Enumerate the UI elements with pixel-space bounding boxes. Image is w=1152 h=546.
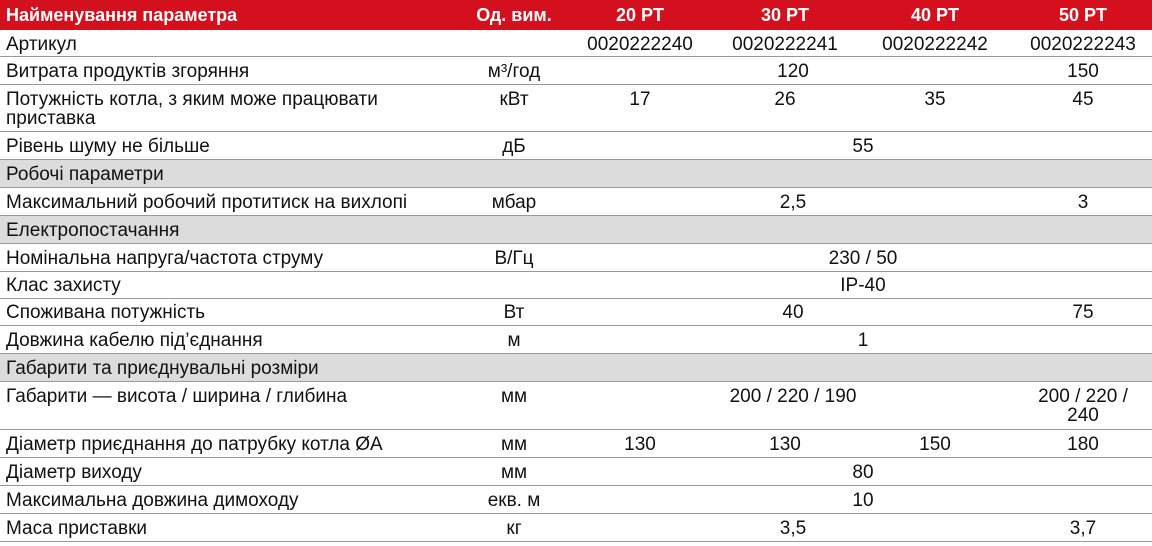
row-name: Споживана потужність	[6, 302, 206, 323]
row-chimney-length	[0, 486, 1152, 514]
value-50pt: 3,7	[1069, 518, 1097, 539]
row-name: Габарити — висота / ширина / глибина	[6, 386, 348, 407]
value-50pt: 3	[1077, 192, 1089, 213]
value-20-40pt: 3,5	[779, 518, 807, 539]
row-unit: м³/год	[487, 61, 541, 82]
row-outlet-diameter	[0, 458, 1152, 486]
row-article	[0, 30, 1152, 57]
row-unit: екв. м	[487, 490, 541, 511]
row-mass	[0, 514, 1152, 542]
value-40pt: 35	[924, 89, 946, 110]
table-header-row	[0, 0, 1152, 30]
row-unit: мм	[500, 386, 528, 407]
row-name: Потужність котла, з яким може працювати приставка	[6, 89, 378, 129]
value-20-40pt: 40	[782, 302, 804, 323]
value-40pt: 150	[919, 434, 951, 455]
row-name: Номінальна напруга/частота струму	[6, 248, 324, 269]
value-20-40pt: 200 / 220 / 190	[729, 386, 857, 407]
row-unit: мм	[500, 462, 528, 483]
row-unit: мбар	[491, 192, 537, 213]
section-working-params	[0, 160, 1152, 188]
value-50pt: 75	[1072, 302, 1094, 323]
value-50pt: 0020222243	[1030, 34, 1136, 55]
value-20-40pt: 2,5	[779, 192, 807, 213]
value-30pt: 0020222241	[732, 34, 838, 55]
section-dimensions	[0, 354, 1152, 382]
header-20pt: 20 PT	[615, 5, 665, 25]
row-unit: Вт	[503, 302, 525, 323]
row-dimensions	[0, 382, 1152, 430]
row-unit: кВт	[499, 89, 529, 110]
row-name: Рівень шуму не більше	[6, 136, 210, 157]
row-noise	[0, 132, 1152, 160]
row-name: Діаметр виходу	[6, 462, 142, 483]
value-all: IP-40	[840, 275, 886, 296]
header-name: Найменування параметра	[6, 5, 238, 25]
row-protection	[0, 272, 1152, 299]
row-name: Максимальна довжина димоходу	[6, 490, 299, 511]
row-unit: В/Гц	[494, 248, 534, 269]
row-flue-gas	[0, 57, 1152, 85]
value-50pt: 150	[1067, 61, 1099, 82]
section-power-supply	[0, 216, 1152, 244]
value-all: 230 / 50	[828, 248, 898, 269]
row-name: Діаметр приєднання до патрубку котла ØA	[6, 434, 383, 455]
row-cable	[0, 326, 1152, 354]
value-20pt: 17	[629, 89, 651, 110]
row-boiler-power	[0, 85, 1152, 132]
row-voltage	[0, 244, 1152, 272]
header-50pt: 50 PT	[1058, 5, 1108, 25]
row-name: Маса приставки	[6, 518, 147, 539]
row-backpressure	[0, 188, 1152, 216]
value-all: 80	[852, 462, 874, 483]
row-name: Максимальний робочий протитиск на вихлопі	[6, 192, 408, 213]
row-unit: дБ	[502, 136, 526, 157]
section-title: Електропостачання	[6, 220, 180, 241]
header-unit: Од. вим.	[476, 5, 552, 25]
value-50pt: 180	[1067, 434, 1099, 455]
value-all: 1	[857, 330, 869, 351]
value-50pt: 45	[1072, 89, 1094, 110]
value-all: 10	[852, 490, 874, 511]
row-unit: кг	[506, 518, 522, 539]
row-unit: мм	[500, 434, 528, 455]
row-connection-diameter	[0, 430, 1152, 458]
row-name: Витрата продуктів згоряння	[6, 61, 250, 82]
value-20pt: 130	[624, 434, 656, 455]
row-name: Артикул	[6, 34, 77, 55]
value-all: 55	[852, 136, 874, 157]
section-title: Робочі параметри	[6, 164, 164, 185]
value-50pt: 200 / 220 / 240	[1038, 386, 1128, 426]
row-name: Довжина кабелю під’єднання	[6, 330, 263, 351]
row-unit: м	[507, 330, 521, 351]
row-name: Клас захисту	[6, 275, 121, 296]
value-20pt: 0020222240	[587, 34, 693, 55]
value-40pt: 0020222242	[882, 34, 988, 55]
header-30pt: 30 PT	[760, 5, 810, 25]
value-30pt: 130	[769, 434, 801, 455]
value-30pt: 26	[774, 89, 796, 110]
section-title: Габарити та приєднувальні розміри	[6, 358, 319, 379]
row-consumption	[0, 299, 1152, 326]
value-20-40pt: 120	[777, 61, 809, 82]
header-40pt: 40 PT	[910, 5, 960, 25]
